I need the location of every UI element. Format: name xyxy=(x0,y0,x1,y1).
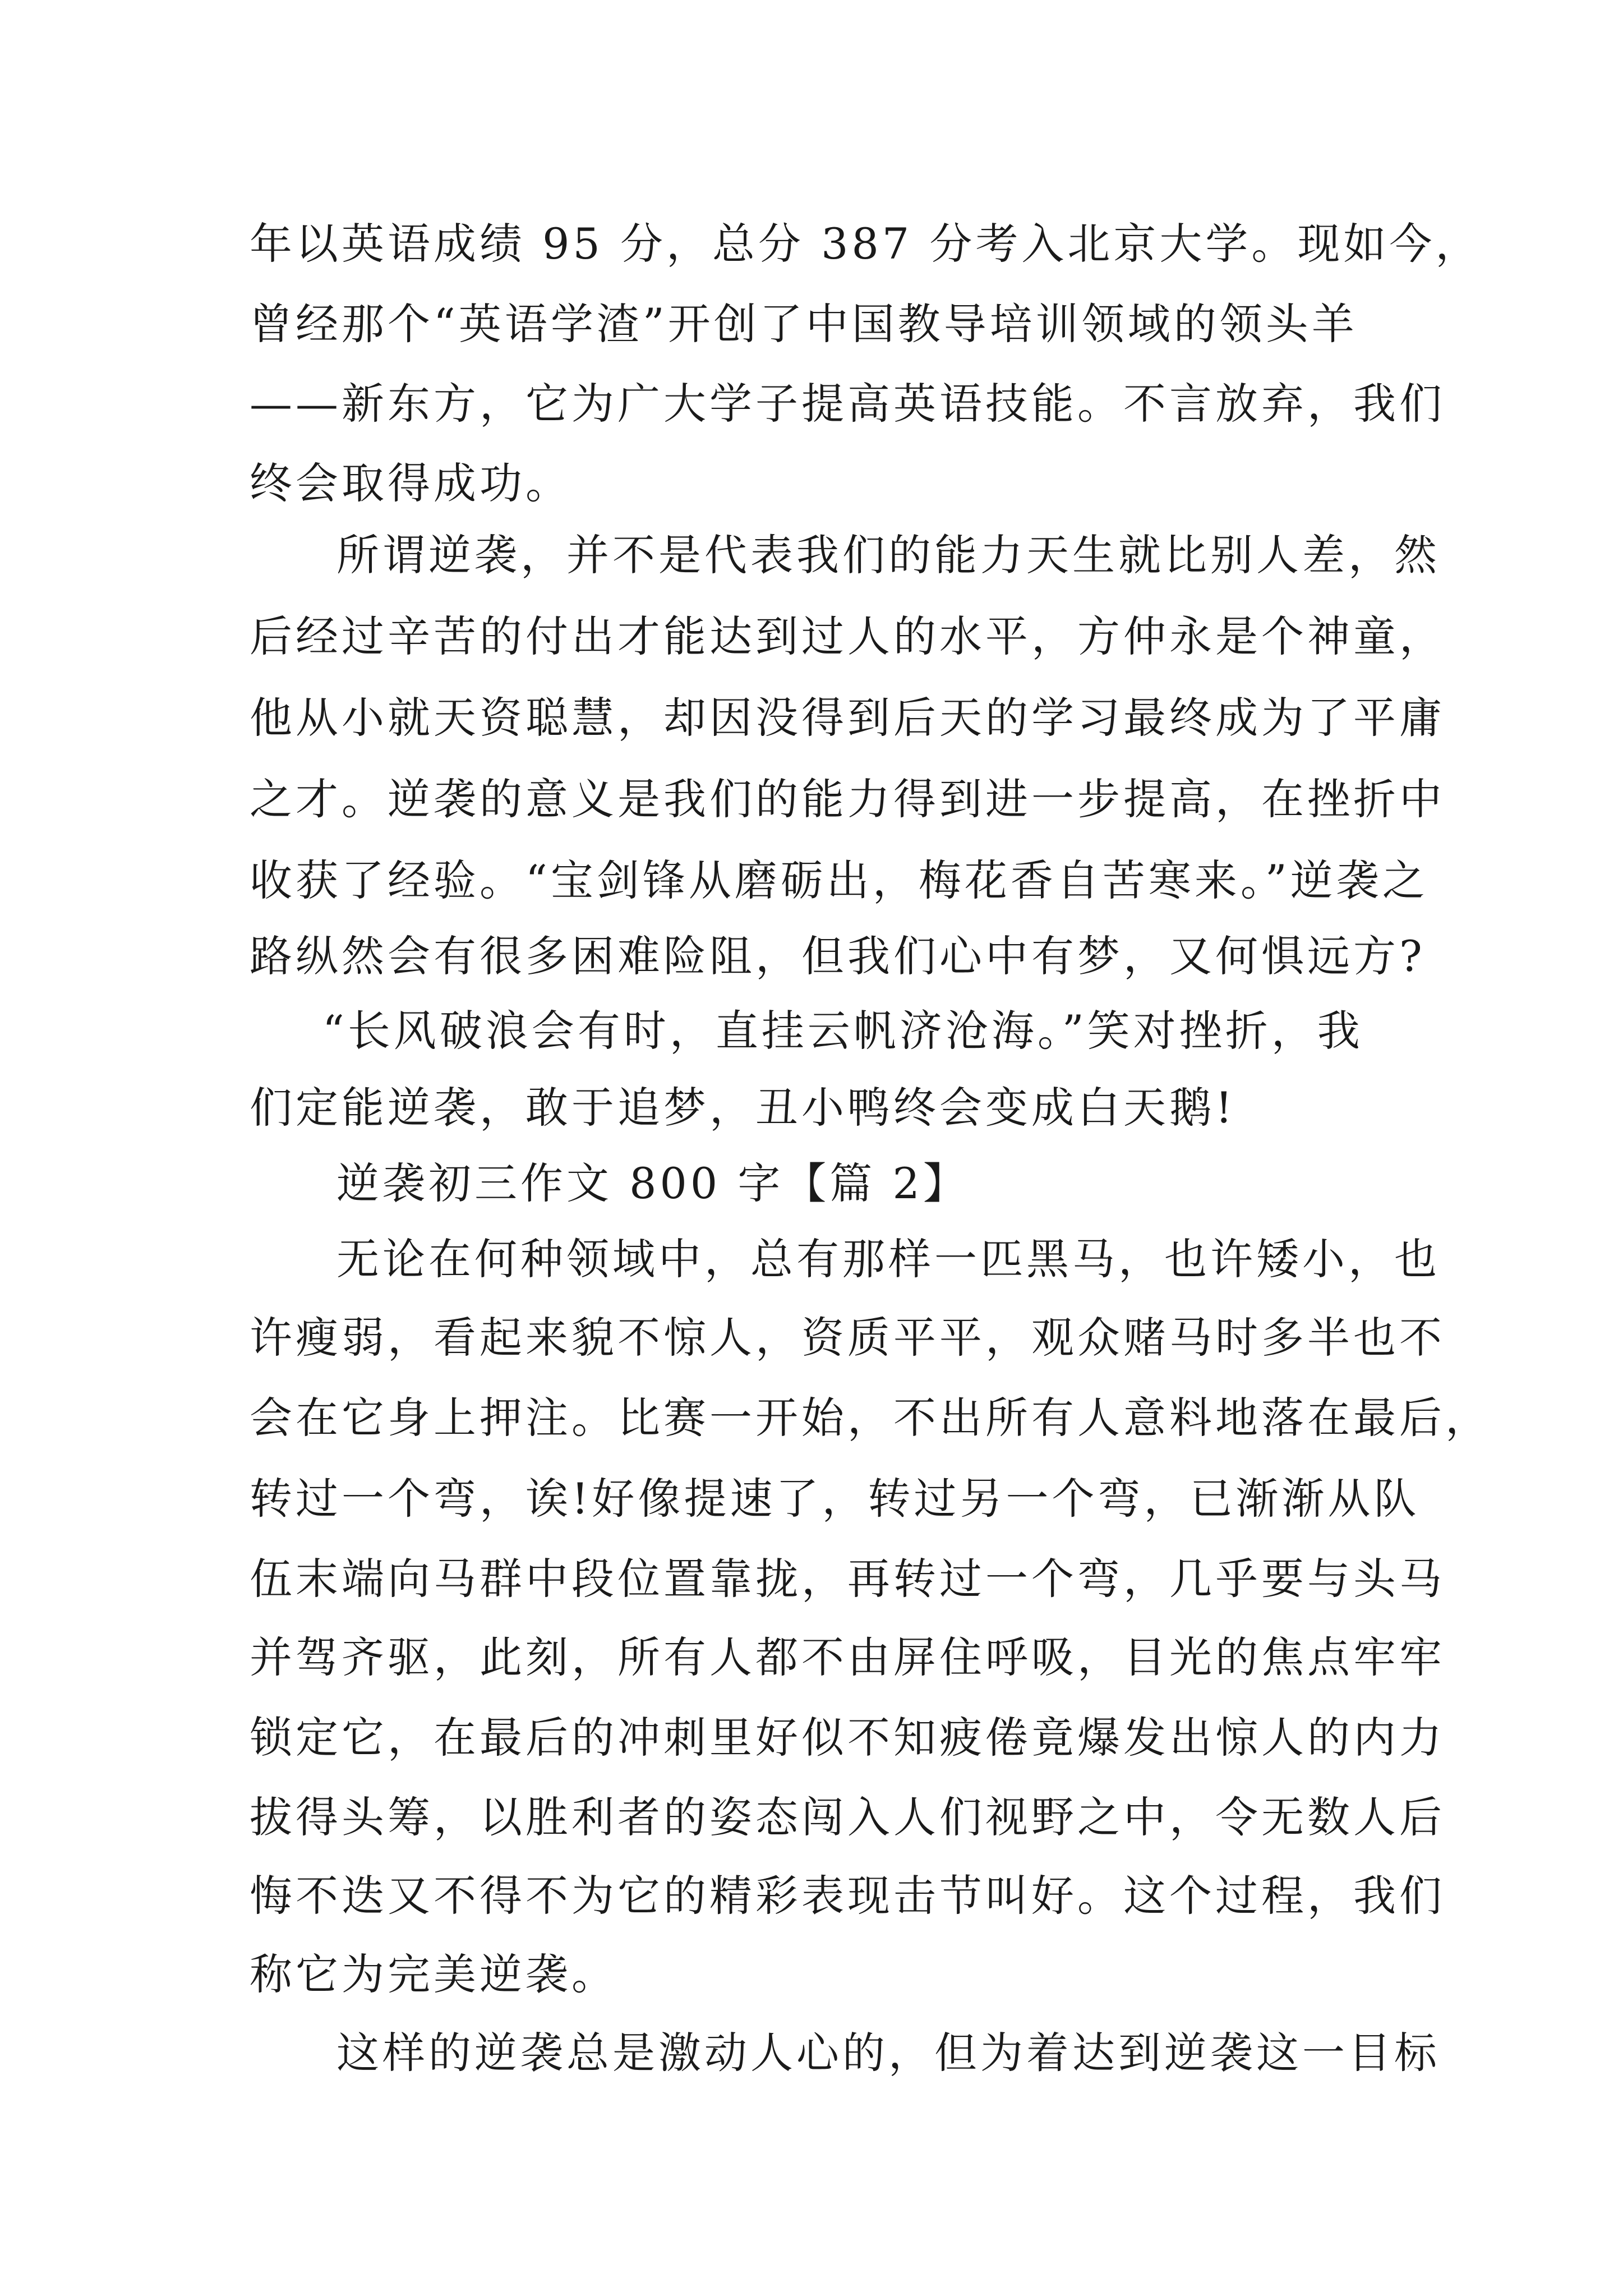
text-line: 年以英语成绩 95 分，总分 387 分考入北京大学。现如今， xyxy=(250,219,1482,269)
text-line: 曾经那个“英语学渣”开创了中国教导培训领域的领头羊 xyxy=(250,299,1358,349)
text-line: 会在它身上押注。比赛一开始，不出所有人意料地落在最后， xyxy=(250,1393,1491,1443)
text-line: ——新东方，它为广大学子提高英语技能。不言放弃，我们 xyxy=(250,379,1445,429)
text-line: 伍末端向马群中段位置靠拢，再转过一个弯，几乎要与头马 xyxy=(250,1554,1445,1604)
section-heading: 逆袭初三作文 800 字【篇 2】 xyxy=(336,1158,969,1208)
paragraph-first-line: 所谓逆袭，并不是代表我们的能力天生就比别人差，然 xyxy=(336,530,1440,580)
text-line: 锁定它，在最后的冲刺里好似不知疲倦竟爆发出惊人的内力 xyxy=(250,1713,1445,1763)
text-line: 他从小就天资聪慧，却因没得到后天的学习最终成为了平庸 xyxy=(250,693,1445,743)
text-line: 路纵然会有很多困难险阻，但我们心中有梦，又何惧远方? xyxy=(250,931,1426,981)
text-line: 转过一个弯，诶!好像提速了，转过另一个弯，已渐渐从队 xyxy=(250,1474,1420,1524)
paragraph-first-line: 无论在何种领域中，总有那样一匹黑马，也许矮小，也 xyxy=(336,1234,1440,1284)
text-line: 拔得头筹，以胜利者的姿态闯入人们视野之中，令无数人后 xyxy=(250,1792,1445,1842)
paragraph-first-line: “长风破浪会有时，直挂云帆济沧海。”笑对挫折，我 xyxy=(322,1006,1363,1056)
text-line: 称它为完美逆袭。 xyxy=(250,1949,617,1999)
text-line: 许瘦弱，看起来貌不惊人，资质平平，观众赌马时多半也不 xyxy=(250,1313,1445,1363)
text-line: 并驾齐驱，此刻，所有人都不由屏住呼吸，目光的焦点牢牢 xyxy=(250,1632,1445,1682)
paragraph-first-line: 这样的逆袭总是激动人心的，但为着达到逆袭这一目标 xyxy=(336,2028,1440,2078)
text-line: 后经过辛苦的付出才能达到过人的水平，方仲永是个神童， xyxy=(250,611,1445,661)
text-line: 悔不迭又不得不为它的精彩表现击节叫好。这个过程，我们 xyxy=(250,1871,1445,1921)
text-line: 收获了经验。“宝剑锋从磨砺出，梅花香自苦寒来。”逆袭之 xyxy=(250,855,1428,905)
text-line: 们定能逆袭，敢于追梦，丑小鸭终会变成白天鹅! xyxy=(250,1083,1236,1133)
text-line: 之才。逆袭的意义是我们的能力得到进一步提高，在挫折中 xyxy=(250,774,1445,824)
text-line: 终会取得成功。 xyxy=(250,458,571,508)
